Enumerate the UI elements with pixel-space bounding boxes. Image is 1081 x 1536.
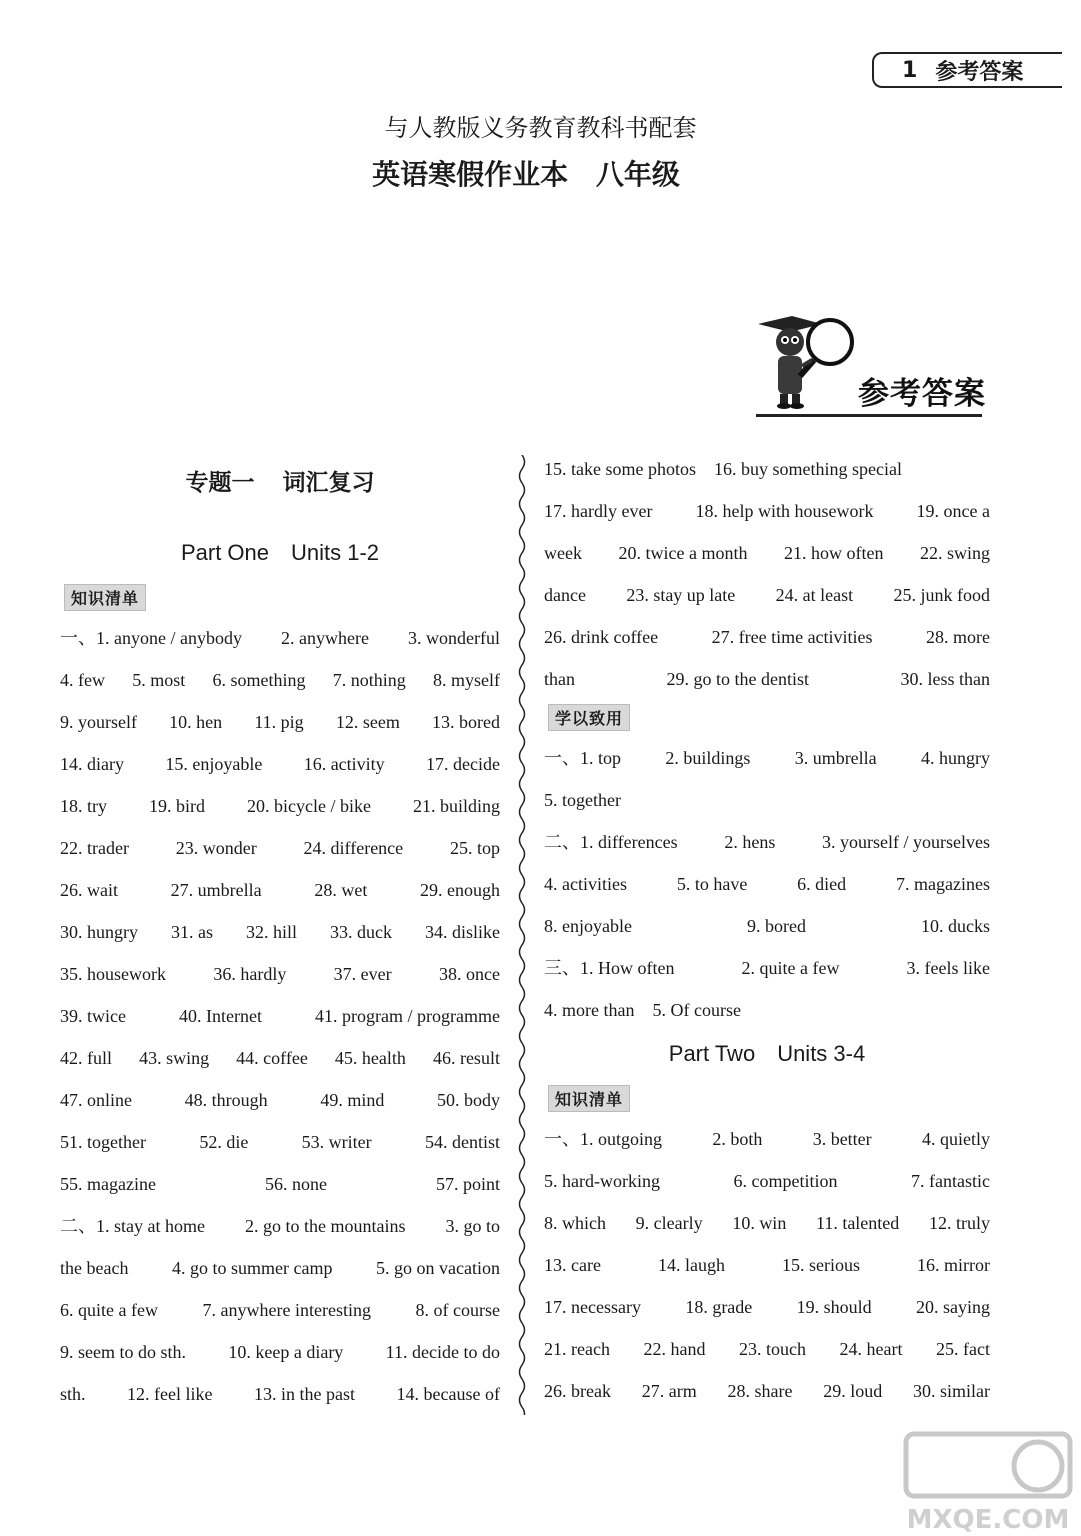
answer-item: 35. housework	[60, 964, 166, 984]
answer-line	[60, 827, 500, 869]
answer-line	[544, 1160, 990, 1202]
answer-item: 34. dislike	[424, 922, 500, 942]
answer-item: 30. similar	[912, 1381, 990, 1401]
answer-item: 13. bored	[432, 712, 500, 732]
answer-item: 15. enjoyable	[165, 754, 263, 774]
answer-item: 27. arm	[641, 1381, 697, 1401]
page-number: 1	[902, 57, 918, 83]
answer-item: 17. hardly ever	[544, 501, 653, 521]
answer-item: 18. grade	[685, 1297, 753, 1317]
answer-line	[544, 658, 990, 700]
answer-line	[60, 617, 500, 659]
answer-line	[544, 532, 990, 574]
answer-item: 16. buy something special	[713, 459, 902, 479]
answer-item: 23. touch	[739, 1339, 806, 1359]
answer-item: 10. hen	[169, 712, 223, 732]
answer-item: 18. help with housework	[695, 501, 874, 521]
answer-item: 17. decide	[426, 754, 500, 774]
answer-item: 8. enjoyable	[544, 916, 632, 936]
answer-item: 28. wet	[314, 880, 368, 900]
answer-item: 17. necessary	[544, 1297, 641, 1317]
answer-item: sth.	[60, 1384, 86, 1404]
answer-line	[60, 1373, 500, 1415]
answer-item: 8. which	[544, 1213, 606, 1233]
answer-item: 49. mind	[320, 1090, 385, 1110]
answer-line	[544, 448, 990, 490]
answer-item: 12. truly	[928, 1213, 990, 1233]
right-answer-lines-bottom	[544, 1118, 990, 1412]
answer-item: 22. trader	[60, 838, 129, 858]
answer-item: 29. go to the dentist	[666, 669, 809, 689]
answer-item: 4. go to summer camp	[172, 1258, 333, 1278]
answer-item: 9. clearly	[635, 1213, 703, 1233]
right-column	[544, 448, 990, 1412]
answer-item: 2. buildings	[665, 748, 751, 768]
answer-line	[544, 779, 990, 821]
answer-item: 21. building	[412, 796, 500, 816]
answer-item: 30. less than	[900, 669, 990, 689]
answer-line	[544, 490, 990, 532]
answer-item: 27. umbrella	[170, 880, 262, 900]
answer-title-underline	[756, 414, 982, 417]
answer-item: 44. coffee	[236, 1048, 308, 1068]
answer-item: 11. talented	[815, 1213, 900, 1233]
answer-item: 一、1. outgoing	[544, 1129, 663, 1149]
knowledge-list-tag-two: 知识清单	[548, 1085, 630, 1112]
answer-item: 2. anywhere	[281, 628, 369, 648]
answer-section-title: 参考答案	[858, 376, 986, 412]
answer-line	[544, 1370, 990, 1412]
answer-item: 3. better	[812, 1129, 872, 1149]
answer-line	[60, 1121, 500, 1163]
answer-line	[60, 1205, 500, 1247]
answer-item: 11. decide to do	[385, 1342, 500, 1362]
answer-item: 6. competition	[733, 1171, 838, 1191]
answer-item: 10. ducks	[921, 916, 990, 936]
section-title: 专题一 词汇复习	[185, 470, 375, 496]
part-title-one: Part One Units 1-2	[180, 540, 380, 565]
answer-item: 39. twice	[60, 1006, 126, 1026]
left-column	[60, 450, 500, 1415]
answer-item: 三、1. How often	[544, 958, 675, 978]
answer-line	[544, 1202, 990, 1244]
answer-item: 53. writer	[301, 1132, 372, 1152]
answer-item: 41. program / programme	[315, 1006, 500, 1026]
answer-item: 6. quite a few	[60, 1300, 158, 1320]
answer-item: 24. difference	[303, 838, 404, 858]
answer-line	[60, 869, 500, 911]
answer-item: 54. dentist	[425, 1132, 500, 1152]
answer-line	[544, 1244, 990, 1286]
answer-item: 50. body	[436, 1090, 500, 1110]
answer-line	[544, 1286, 990, 1328]
answer-item: 15. take some photos	[544, 459, 696, 479]
answer-line	[544, 905, 990, 947]
answer-line	[60, 995, 500, 1037]
right-answer-lines-top	[544, 448, 990, 700]
book-title: 英语寒假作业本 八年级	[372, 158, 680, 191]
knowledge-list-tag: 知识清单	[64, 584, 146, 611]
answer-item: 10. keep a diary	[228, 1342, 344, 1362]
answer-item: 二、1. differences	[544, 832, 678, 852]
answer-item: 14. laugh	[657, 1255, 725, 1275]
answer-line	[544, 1118, 990, 1160]
answer-line	[544, 737, 990, 779]
answer-item: 20. bicycle / bike	[247, 796, 371, 816]
answer-item: 16. activity	[303, 754, 385, 774]
answer-line	[60, 1037, 500, 1079]
watermark-logo	[898, 1430, 1080, 1536]
answer-line	[60, 1331, 500, 1373]
answer-item: the beach	[60, 1258, 129, 1278]
answer-item: 3. yourself / yourselves	[822, 832, 990, 852]
answer-item: 5. hard-working	[544, 1171, 660, 1191]
answer-line	[544, 947, 990, 989]
answer-item: 12. seem	[335, 712, 400, 732]
answer-item: 19. bird	[149, 796, 205, 816]
answer-item: 9. bored	[747, 916, 806, 936]
answer-item: dance	[544, 585, 586, 605]
answer-line	[60, 1289, 500, 1331]
answer-item: 6. something	[212, 670, 306, 690]
answer-item: 10. win	[732, 1213, 787, 1233]
answer-item: 38. once	[439, 964, 500, 984]
answer-line	[60, 1247, 500, 1289]
answer-line	[60, 953, 500, 995]
answer-line	[544, 863, 990, 905]
answer-item: 36. hardly	[213, 964, 287, 984]
answer-item: than	[544, 669, 575, 689]
answer-item: 21. reach	[544, 1339, 610, 1359]
answer-item: 13. care	[544, 1255, 601, 1275]
answer-item: 一、1. anyone / anybody	[60, 628, 242, 648]
answer-item: 15. serious	[782, 1255, 860, 1275]
answer-line	[544, 821, 990, 863]
answer-item: 43. swing	[139, 1048, 210, 1068]
answer-item: 42. full	[60, 1048, 112, 1068]
answer-item: 12. feel like	[127, 1384, 213, 1404]
book-subtitle: 与人教版义务教育教科书配套	[384, 114, 697, 142]
answer-line	[544, 989, 990, 1031]
answer-item: 31. as	[170, 922, 213, 942]
answer-line	[60, 911, 500, 953]
answer-item: 8. of course	[415, 1300, 500, 1320]
answer-item: 48. through	[184, 1090, 268, 1110]
answer-item: 2. hens	[724, 832, 776, 852]
answer-item: 3. wonderful	[408, 628, 500, 648]
answer-item: 7. anywhere interesting	[202, 1300, 371, 1320]
answer-item: 26. wait	[60, 880, 118, 900]
answer-item: 28. share	[727, 1381, 793, 1401]
answer-item: 22. swing	[919, 543, 990, 563]
answer-item: 51. together	[60, 1132, 146, 1152]
answer-item: 14. diary	[60, 754, 124, 774]
answer-item: 52. die	[199, 1132, 249, 1152]
answer-item: 20. twice a month	[618, 543, 748, 563]
answer-item: 二、1. stay at home	[60, 1216, 205, 1236]
answer-item: 56. none	[264, 1174, 327, 1194]
answer-item: 26. drink coffee	[544, 627, 659, 647]
answer-item: 28. more	[926, 627, 990, 647]
answer-item: 25. top	[449, 838, 500, 858]
part-title-two: Part Two Units 3-4	[668, 1041, 866, 1066]
answer-line	[60, 743, 500, 785]
answer-line	[544, 574, 990, 616]
answer-item: 21. how often	[783, 543, 884, 563]
answer-item: 40. Internet	[179, 1006, 262, 1026]
answer-item: 30. hungry	[60, 922, 138, 942]
answer-item: 3. feels like	[906, 958, 990, 978]
answer-item: 4. activities	[544, 874, 627, 894]
practice-answer-lines	[544, 737, 990, 1031]
answer-item: 37. ever	[333, 964, 392, 984]
answer-line	[60, 701, 500, 743]
left-answer-lines	[60, 617, 500, 1415]
answer-item: 19. once a	[916, 501, 990, 521]
answer-item: 11. pig	[254, 712, 304, 732]
answer-item: 24. at least	[775, 585, 854, 605]
answer-item: 3. go to	[445, 1216, 500, 1236]
answer-item: 16. mirror	[917, 1255, 990, 1275]
answer-line	[60, 659, 500, 701]
answer-item: 5. to have	[676, 874, 748, 894]
answer-item: 55. magazine	[60, 1174, 156, 1194]
answer-item: 24. heart	[839, 1339, 903, 1359]
answer-item: 25. junk food	[893, 585, 990, 605]
answer-item: 4. more than	[544, 1000, 635, 1020]
answer-item: week	[544, 543, 582, 563]
answer-item: 20. saying	[916, 1297, 990, 1317]
answer-line	[544, 616, 990, 658]
answer-item: 5. go on vacation	[376, 1258, 500, 1278]
answer-item: 46. result	[432, 1048, 500, 1068]
answer-item: 13. in the past	[254, 1384, 356, 1404]
answer-item: 5. together	[544, 790, 621, 810]
answer-item: 32. hill	[245, 922, 297, 942]
practice-tag: 学以致用	[548, 704, 630, 731]
answer-item: 45. health	[334, 1048, 406, 1068]
answer-item: 7. fantastic	[911, 1171, 990, 1191]
answer-item: 4. few	[60, 670, 105, 690]
answer-item: 6. died	[797, 874, 847, 894]
answer-line	[544, 1328, 990, 1370]
answer-item: 7. magazines	[896, 874, 990, 894]
answer-item: 5. Of course	[652, 1000, 741, 1020]
answer-item: 29. enough	[420, 880, 500, 900]
answer-item: 57. point	[435, 1174, 500, 1194]
answer-item: 19. should	[796, 1297, 872, 1317]
answer-item: 23. wonder	[175, 838, 257, 858]
page-header-tab	[872, 52, 1062, 88]
answer-item: 23. stay up late	[626, 585, 736, 605]
answer-item: 7. nothing	[332, 670, 406, 690]
answer-item: 27. free time activities	[711, 627, 873, 647]
answer-item: 33. duck	[329, 922, 392, 942]
answer-item: 5. most	[132, 670, 186, 690]
answer-line	[60, 1079, 500, 1121]
header-label: 参考答案	[935, 59, 1024, 85]
answer-item: 25. fact	[936, 1339, 990, 1359]
answer-item: 4. hungry	[921, 748, 990, 768]
answer-item: 3. umbrella	[794, 748, 877, 768]
answer-item: 47. online	[60, 1090, 132, 1110]
answer-item: 2. both	[712, 1129, 763, 1149]
answer-item: 9. seem to do sth.	[60, 1342, 186, 1362]
answer-item: 29. loud	[823, 1381, 883, 1401]
answer-line	[60, 785, 500, 827]
svg-text:MXQE.COM: MXQE.COM	[906, 1505, 1070, 1535]
answer-item: 18. try	[60, 796, 107, 816]
answer-item: 22. hand	[643, 1339, 706, 1359]
answer-item: 一、1. top	[544, 748, 622, 768]
answer-line	[60, 1163, 500, 1205]
answer-item: 14. because of	[396, 1384, 500, 1404]
answer-item: 2. quite a few	[741, 958, 840, 978]
column-divider	[516, 455, 528, 1415]
answer-item: 9. yourself	[60, 712, 137, 732]
answer-item: 8. myself	[432, 670, 500, 690]
answer-item: 4. quietly	[922, 1129, 990, 1149]
answer-item: 2. go to the mountains	[244, 1216, 406, 1236]
answer-item: 26. break	[544, 1381, 611, 1401]
